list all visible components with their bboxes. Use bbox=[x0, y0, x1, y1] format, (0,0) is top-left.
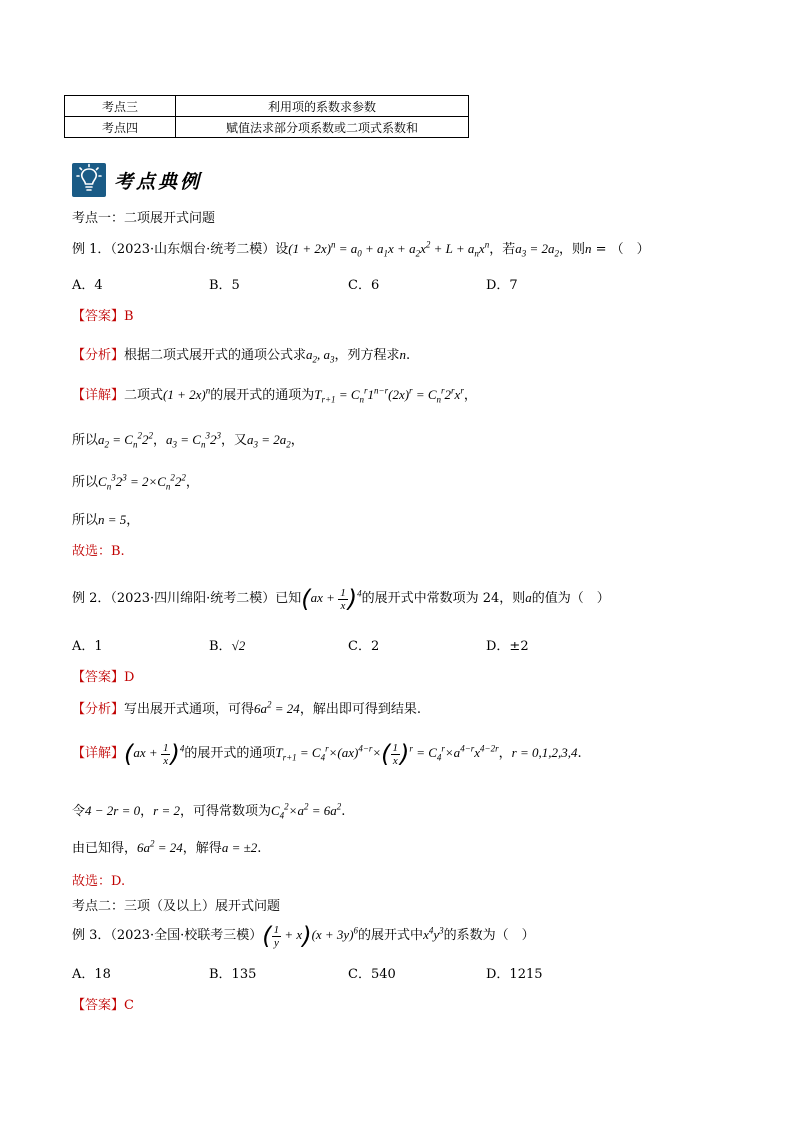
detail-text: ，又 bbox=[220, 433, 247, 448]
detail-line: 所以n = 5， bbox=[72, 512, 140, 528]
answer-line bbox=[72, 305, 134, 324]
detail-line: 【详解】二项式$(1 + 2x)^n$的展开式的通项为$T_{r+1} = C_n^r1^{n-r}(2x)^r = C_n^r2^rx^r$， bbox=[72, 385, 477, 405]
answer-value: B bbox=[124, 309, 134, 324]
math-expression: $T_{r+1} = C_n^r1^{n-r}(2x)^r = C_n^r2^rx^r$ bbox=[314, 385, 464, 405]
section-heading: 考点一：二项展开式问题 bbox=[72, 211, 216, 226]
answer-tag: 【答案】 bbox=[72, 309, 125, 324]
answer-value: D bbox=[124, 670, 135, 685]
detail-line: 【详解】(ax + $\frac{1}{x}$ )$^4$的展开式的通项$T_{r+1} = C_4^r\times(ax)^{4-r}\times$( $\frac{1}{x}$ )$^r = C_4^r\times a^{4-r}x^{4-2r}$，r = 0,1,2,3,4. bbox=[72, 740, 582, 768]
math-expression: (ax + $\frac{1}{x}$ )$^4$ bbox=[124, 740, 185, 768]
detail-text: 所以 bbox=[72, 513, 99, 528]
analysis-tag: 【分析】 bbox=[72, 348, 125, 363]
detail-tag: 【详解】 bbox=[72, 388, 125, 403]
detail-line: 令4 − 2r = 0，r = 2，可得常数项为$C_4^2\times a^2 = 6a^2$. bbox=[72, 801, 346, 821]
option-d: D．7 bbox=[486, 278, 518, 293]
example-2-question bbox=[72, 585, 610, 613]
detail-text: 令 bbox=[72, 804, 86, 819]
math-expression: 4 − 2r = 0 bbox=[85, 803, 141, 818]
option-d: D．±2 bbox=[486, 639, 529, 654]
option-b: B．5 bbox=[209, 278, 240, 293]
math-expression: √2 bbox=[231, 638, 246, 653]
math-expression: $(1 + 2x)^n = a_0 + a_1x + a_2x^2 + L + a_nx^n$ bbox=[288, 239, 490, 259]
option-b: B．135 bbox=[209, 967, 257, 982]
topic-key: 考点四 bbox=[65, 117, 176, 138]
question-text: ，若 bbox=[489, 242, 516, 257]
question-text: 例 1．（2023·山东烟台·统考二模）设 bbox=[72, 242, 289, 257]
conclusion-line: 故选：B. bbox=[72, 544, 125, 559]
analysis-text: ，解出即可得到结果. bbox=[299, 702, 421, 717]
section-heading: 考点二：三项（及以上）展开式问题 bbox=[72, 899, 281, 914]
analysis-tag: 【分析】 bbox=[72, 702, 125, 717]
option-d: D．1215 bbox=[486, 967, 543, 982]
math-expression: r = 2 bbox=[153, 803, 180, 818]
detail-text: 的展开式的通项为 bbox=[210, 388, 315, 403]
detail-tag: 【详解】 bbox=[72, 745, 125, 761]
analysis-text: 写出展开式通项，可得 bbox=[124, 702, 255, 717]
detail-line: 由已知得，$6a^2 = 24$，解得a = ±2. bbox=[72, 838, 262, 856]
option-c: C．6 bbox=[348, 278, 380, 293]
math-expression: n bbox=[399, 347, 407, 362]
math-expression: $x^4y^3$ bbox=[423, 925, 444, 942]
math-expression: $6a^2 = 24$ bbox=[137, 838, 183, 855]
detail-text: ，解得 bbox=[182, 841, 222, 856]
answer-line bbox=[72, 666, 134, 685]
question-text: 的系数为（ ） bbox=[443, 927, 535, 943]
banner-title: 考点典例 bbox=[114, 170, 203, 193]
option-label: B． bbox=[209, 639, 232, 654]
question-text: 的值为（ ） bbox=[531, 590, 610, 606]
detail-text: 由已知得， bbox=[72, 841, 138, 856]
math-expression: $T_{r+1} = C_4^r\times(ax)^{4-r}\times$( $\frac{1}{x}$ )$^r = C_4^r\times a^{4-r}x^{4-2r}$ bbox=[275, 740, 499, 768]
math-expression: n = 5 bbox=[98, 512, 127, 527]
conclusion-line: 故选：D. bbox=[72, 874, 126, 889]
topic-value: 赋值法求部分项系数或二项式系数和 bbox=[176, 117, 469, 138]
math-expression: $a_3 = 2a_2$ bbox=[515, 241, 559, 259]
math-expression: (ax + $\frac{1}{x}$ )$^4$ bbox=[301, 585, 362, 613]
option-a: A．18 bbox=[72, 967, 111, 982]
math-expression: $6a^2 = 24$ bbox=[254, 699, 300, 716]
analysis-text: 根据二项式展开式的通项公式求 bbox=[124, 348, 307, 363]
math-expression: ( $\frac{1}{y}$ + $x)(x + 3y)^6$ bbox=[262, 922, 359, 950]
detail-line: 所以$a_2 = C_n^22^2$，$a_3 = C_n^32^3$，又$a_3 = 2a_2$， bbox=[72, 430, 304, 450]
example-3-question bbox=[72, 922, 535, 950]
answer-tag: 【答案】 bbox=[72, 670, 125, 685]
question-text: 的展开式中 bbox=[358, 927, 424, 943]
math-expression: a bbox=[525, 589, 532, 605]
table-row bbox=[65, 96, 469, 117]
question-text: （ ） bbox=[610, 242, 650, 257]
question-text: 的展开式中常数项为 24，则 bbox=[361, 590, 526, 606]
math-expression: n bbox=[585, 241, 592, 256]
topic-key: 考点三 bbox=[65, 96, 176, 117]
detail-text: 所以 bbox=[72, 475, 99, 490]
section-banner bbox=[72, 160, 202, 200]
math-expression: $(1 + 2x)^n$ bbox=[163, 385, 211, 402]
option-c: C．2 bbox=[348, 639, 380, 654]
topic-value: 利用项的系数求参数 bbox=[176, 96, 469, 117]
math-expression: r = 0,1,2,3,4 bbox=[511, 744, 578, 760]
question-text: 例 2．（2023·四川绵阳·统考二模）已知 bbox=[72, 590, 302, 606]
lightbulb-icon bbox=[72, 163, 106, 197]
option-a: A．1 bbox=[72, 639, 103, 654]
analysis-text: ，列方程求 bbox=[334, 348, 400, 363]
detail-text: ，可得常数项为 bbox=[179, 804, 271, 819]
topic-table bbox=[64, 95, 469, 138]
answer-line bbox=[72, 994, 134, 1013]
math-expression: $C_n^32^3 = 2\times C_n^22^2$ bbox=[98, 472, 186, 492]
question-text: 例 3．（2023·全国·校联考三模） bbox=[72, 927, 263, 943]
math-expression: $C_4^2\times a^2 = 6a^2$ bbox=[271, 801, 342, 821]
option-b bbox=[209, 635, 245, 654]
table-row bbox=[65, 117, 469, 138]
math-expression: $a_3 = 2a_2$ bbox=[246, 432, 291, 450]
detail-line: 所以$C_n^32^3 = 2\times C_n^22^2$， bbox=[72, 472, 199, 492]
example-1-question: 例 1．（2023·山东烟台·统考二模）设$(1 + 2x)^n = a_0 + a_1x + a_2x^2 + L + a_nx^n$，若$a_3 = 2a_2$，则n = （ ） bbox=[72, 239, 650, 259]
math-expression: $a_2$, $a_3$ bbox=[306, 347, 335, 365]
detail-text: 所以 bbox=[72, 433, 99, 448]
analysis-line bbox=[72, 698, 421, 717]
detail-text: 的展开式的通项 bbox=[184, 745, 276, 761]
answer-tag: 【答案】 bbox=[72, 998, 125, 1013]
option-a: A．4 bbox=[72, 278, 103, 293]
detail-text: 二项式 bbox=[124, 388, 164, 403]
option-c: C．540 bbox=[348, 967, 396, 982]
math-expression: $a_2 = C_n^22^2$ bbox=[98, 430, 153, 450]
math-expression: $a_3 = C_n^32^3$ bbox=[165, 430, 221, 450]
math-expression: a = ±2 bbox=[221, 840, 258, 855]
answer-value: C bbox=[124, 998, 134, 1013]
analysis-line: 【分析】根据二项式展开式的通项公式求$a_2$, $a_3$，列方程求n. bbox=[72, 347, 411, 365]
question-text: ，则 bbox=[558, 242, 585, 257]
